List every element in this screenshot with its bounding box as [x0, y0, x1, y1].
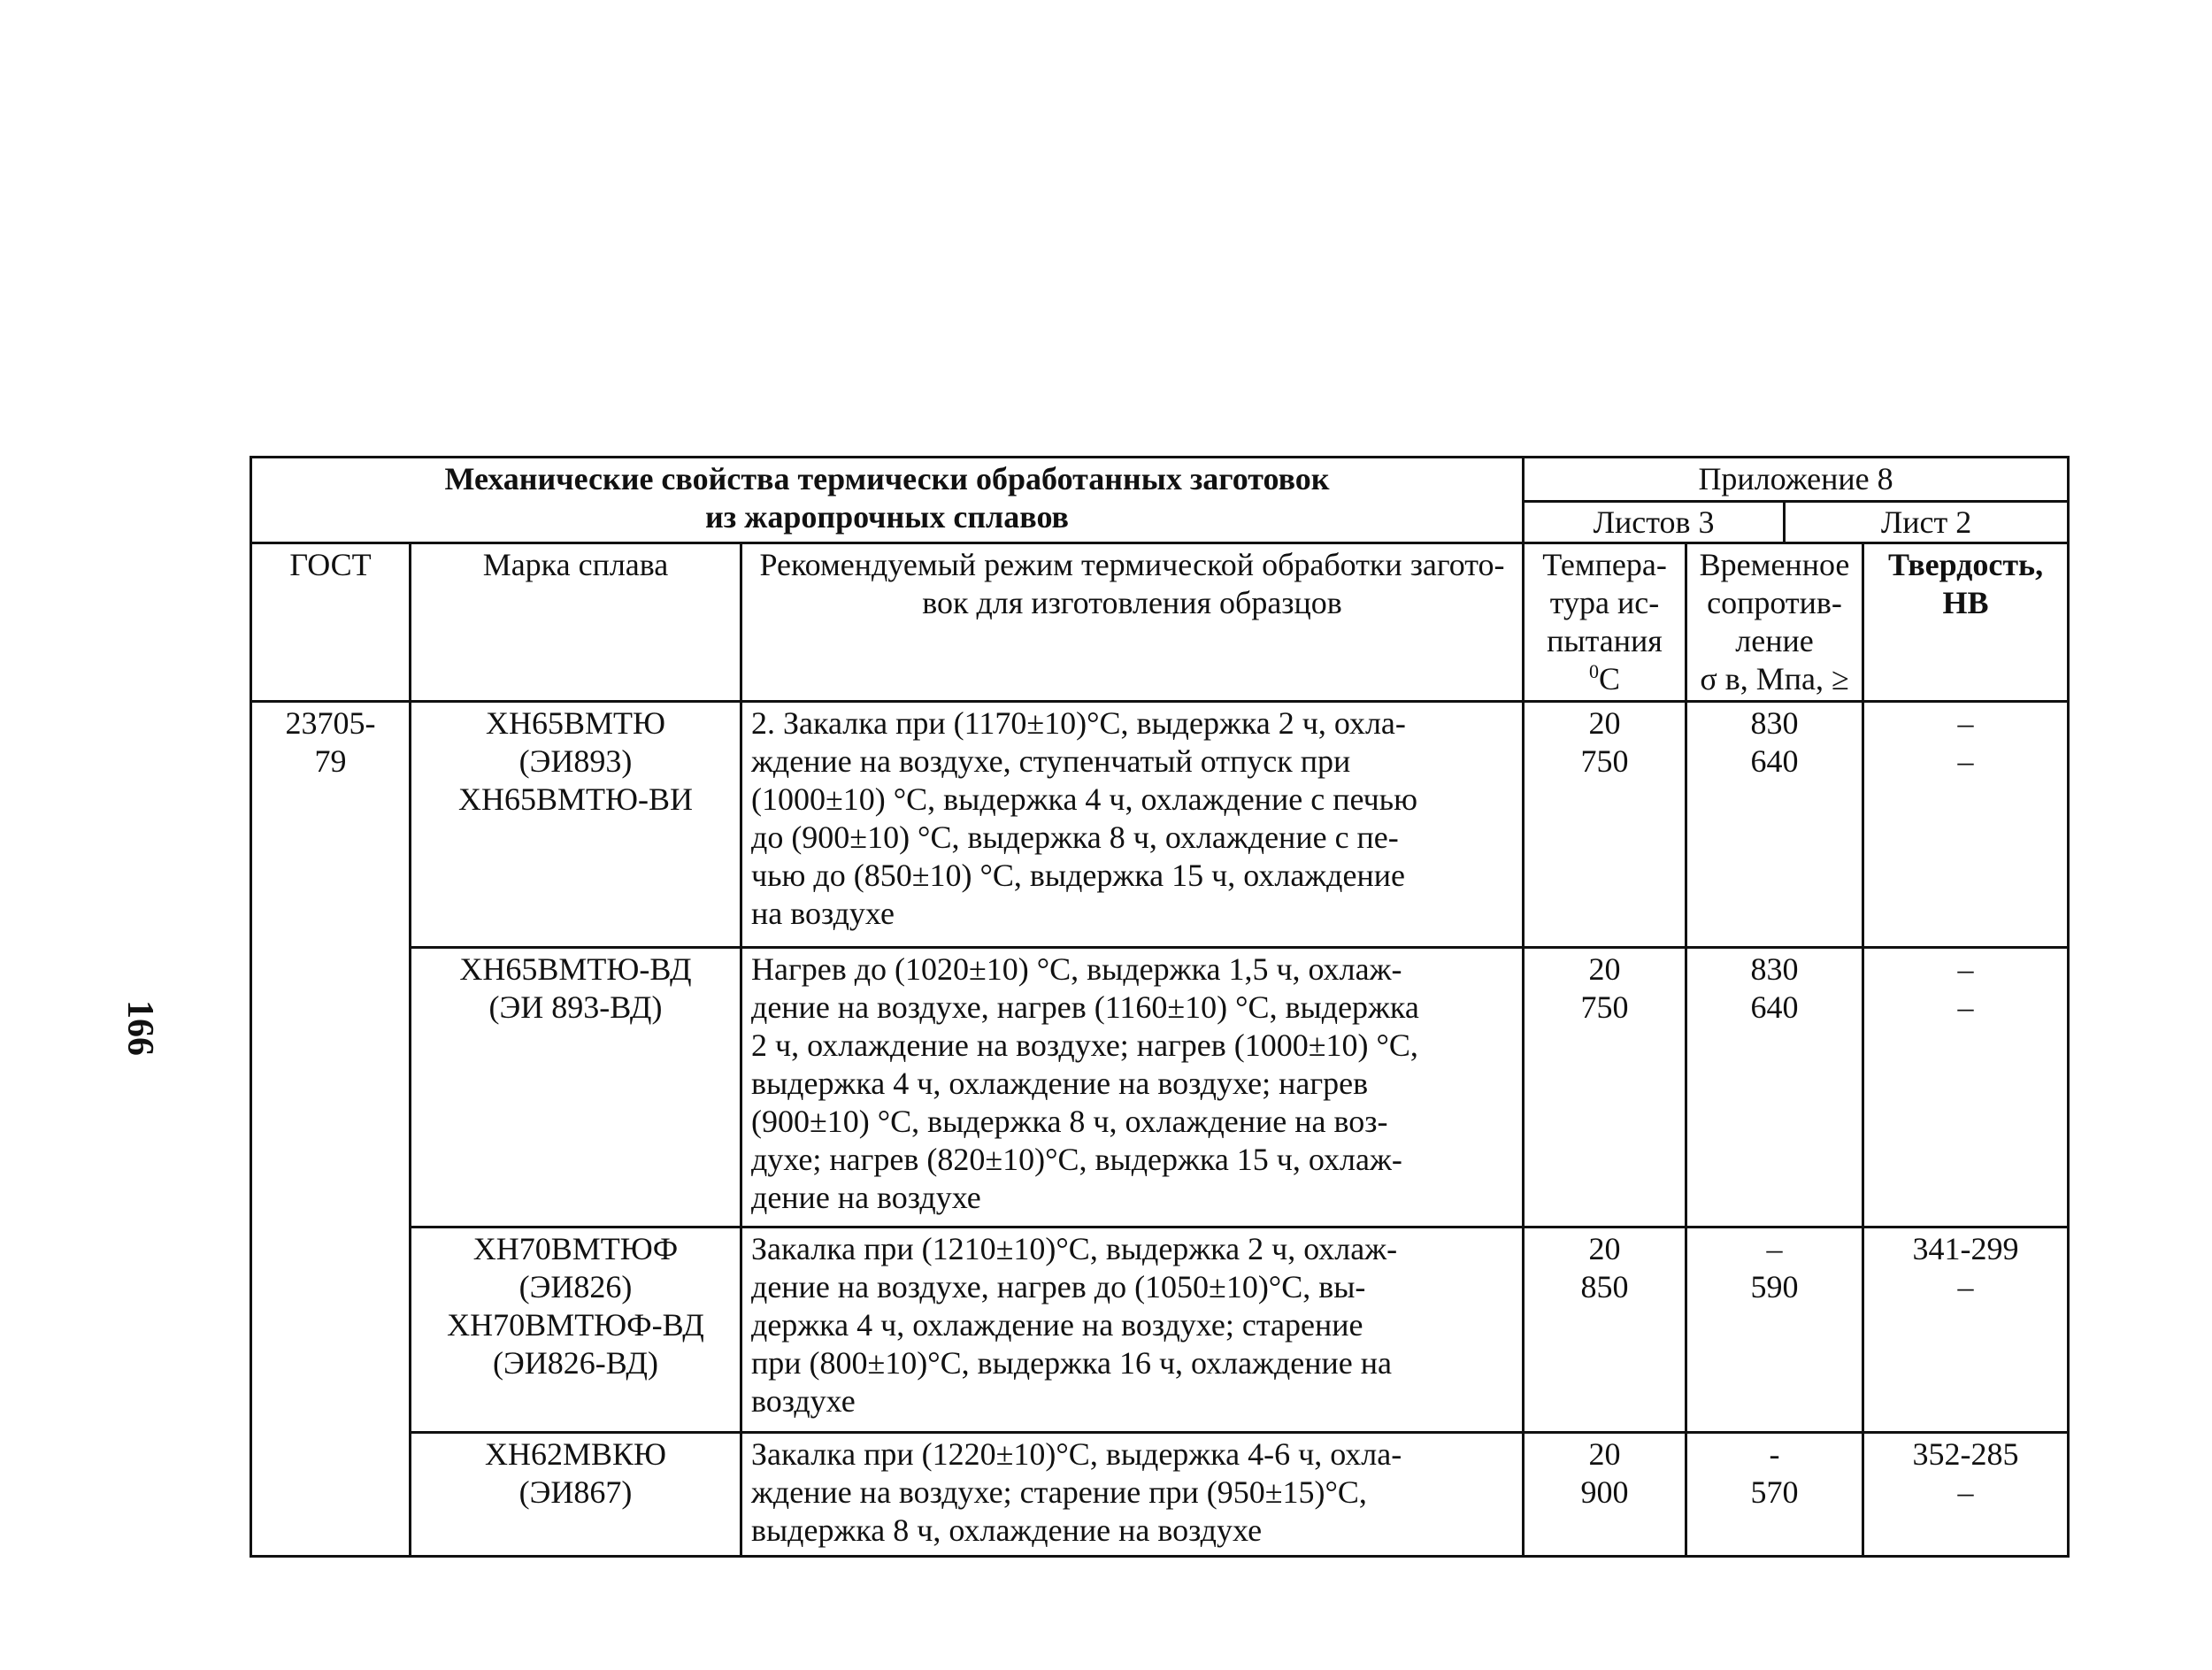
heat-treatment-cell-line: дение на воздухе, нагрев (1160±10) °С, выдержка: [751, 989, 1419, 1025]
alloy-grade-cell: [411, 948, 741, 1227]
test-temperature-cell-line: 750: [1580, 989, 1629, 1025]
hardness-cell-line: –: [1957, 989, 1974, 1025]
tensile-strength-cell-line: 590: [1750, 1269, 1799, 1304]
col-temp-header-line-2: тура ис-: [1549, 585, 1660, 620]
properties-table: [250, 456, 2070, 1558]
title-row-1: [251, 458, 2069, 502]
hardness-cell-line: –: [1957, 951, 1974, 987]
test-temperature-cell-line: 850: [1580, 1269, 1629, 1304]
alloy-grade-cell-line: ХН65ВМТЮ: [485, 705, 665, 741]
hardness-cell: [1863, 702, 2069, 948]
sheets-total: Листов 3: [1525, 503, 1786, 542]
test-temperature-cell: [1524, 1433, 1686, 1557]
alloy-grade-cell-line: ХН70ВМТЮФ-ВД: [447, 1307, 704, 1343]
heat-treatment-cell-line: Нагрев до (1020±10) °С, выдержка 1,5 ч, охлаж-: [751, 951, 1402, 987]
title-line-1: Механические свойства термически обработанных заготовок: [444, 461, 1330, 496]
hardness-cell-line: 352-285: [1912, 1436, 2019, 1472]
heat-treatment-cell-line: духе; нагрев (820±10)°С, выдержка 15 ч, охлаж-: [751, 1142, 1402, 1177]
alloy-grade-cell-line: ХН65ВМТЮ-ВД: [459, 951, 692, 987]
test-temperature-cell: [1524, 1227, 1686, 1433]
col-temp-header-line-3: пытания: [1547, 623, 1663, 658]
col-mode-header: [741, 543, 1524, 702]
column-header-row: [251, 543, 2069, 702]
alloy-grade-cell-line: (ЭИ867): [518, 1474, 633, 1510]
table-title: [251, 458, 1524, 543]
appendix-label: Приложение 8: [1524, 458, 2069, 502]
tensile-strength-cell-line: –: [1766, 1231, 1783, 1266]
hardness-cell-line: –: [1957, 743, 1974, 779]
alloy-grade-cell-line: (ЭИ893): [518, 743, 633, 779]
tensile-strength-cell-line: -: [1769, 1436, 1780, 1472]
gost-value-line-2: 79: [314, 743, 347, 779]
hardness-cell: [1863, 948, 2069, 1227]
degree-sup: 0: [1589, 660, 1600, 682]
alloy-grade-cell-line: ХН70ВМТЮФ: [472, 1231, 679, 1266]
col-mode-header-line-2: вок для изготовления образцов: [922, 585, 1342, 620]
alloy-grade-cell-line: (ЭИ826): [518, 1269, 633, 1304]
heat-treatment-cell-line: чью до (850±10) °С, выдержка 15 ч, охлаждение: [751, 858, 1405, 893]
col-temp-header: [1524, 543, 1686, 702]
alloy-grade-cell-line: (ЭИ826-ВД): [493, 1345, 658, 1381]
hardness-cell: [1863, 1433, 2069, 1557]
hardness-cell-line: 341-299: [1912, 1231, 2019, 1266]
sheets-cell: [1524, 502, 2069, 543]
heat-treatment-cell-line: ждение на воздухе; старение при (950±15)°С,: [751, 1474, 1367, 1510]
test-temperature-cell-line: 900: [1580, 1474, 1629, 1510]
alloy-grade-cell: [411, 1433, 741, 1557]
alloy-grade-cell-line: (ЭИ 893-ВД): [488, 989, 663, 1025]
table-row: [251, 948, 2069, 1227]
col-strength-header-line-4: σ в, Мпа, ≥: [1700, 661, 1849, 696]
col-temp-header-line-1: Темпера-: [1542, 547, 1667, 582]
alloy-grade-cell-line: ХН65ВМТЮ-ВИ: [457, 781, 693, 817]
table-row: [251, 1227, 2069, 1433]
heat-treatment-cell: [741, 1433, 1524, 1557]
tensile-strength-cell: [1686, 948, 1863, 1227]
heat-treatment-cell-line: до (900±10) °С, выдержка 8 ч, охлаждение с пе-: [751, 820, 1399, 855]
heat-treatment-cell-line: выдержка 8 ч, охлаждение на воздухе: [751, 1512, 1263, 1548]
heat-treatment-cell-line: при (800±10)°С, выдержка 16 ч, охлаждение на: [751, 1345, 1393, 1381]
test-temperature-cell: [1524, 948, 1686, 1227]
heat-treatment-cell-line: Закалка при (1210±10)°С, выдержка 2 ч, охлаж-: [751, 1231, 1398, 1266]
table-row: [251, 702, 2069, 948]
alloy-grade-cell-line: ХН62МВКЮ: [484, 1436, 667, 1472]
test-temperature-cell: [1524, 702, 1686, 948]
heat-treatment-cell-line: на воздухе: [751, 896, 895, 931]
hardness-cell: [1863, 1227, 2069, 1433]
test-temperature-cell-line: 20: [1588, 705, 1621, 741]
sheet-current: Лист 2: [1880, 504, 1972, 540]
table-row: [251, 1433, 2069, 1557]
tensile-strength-cell: [1686, 1433, 1863, 1557]
tensile-strength-cell-line: 640: [1750, 989, 1799, 1025]
page-number: 166: [119, 1000, 160, 1056]
tensile-strength-cell-line: 570: [1750, 1474, 1799, 1510]
table-body: [251, 702, 2069, 1557]
title-line-2: из жаропрочных сплавов: [705, 499, 1069, 535]
col-strength-header-line-3: ление: [1735, 623, 1814, 658]
heat-treatment-cell-line: воздухе: [751, 1383, 856, 1419]
col-gost-header: ГОСТ: [251, 543, 411, 702]
test-temperature-cell-line: 20: [1588, 1231, 1621, 1266]
hardness-cell-line: –: [1957, 1269, 1974, 1304]
heat-treatment-cell-line: ждение на воздухе, ступенчатый отпуск при: [751, 743, 1351, 779]
col-hardness-header-line-2: НВ: [1942, 585, 1989, 620]
heat-treatment-cell-line: держка 4 ч, охлаждение на воздухе; старение: [751, 1307, 1363, 1343]
heat-treatment-cell-line: (900±10) °С, выдержка 8 ч, охлаждение на воз-: [751, 1104, 1388, 1139]
heat-treatment-cell-line: (1000±10) °С, выдержка 4 ч, охлаждение с печью: [751, 781, 1417, 817]
alloy-grade-cell: [411, 1227, 741, 1433]
gost-cell: [251, 702, 411, 1557]
col-strength-header-line-2: сопротив-: [1707, 585, 1842, 620]
heat-treatment-cell-line: Закалка при (1220±10)°С, выдержка 4-6 ч, охла-: [751, 1436, 1402, 1472]
heat-treatment-cell-line: 2. Закалка при (1170±10)°С, выдержка 2 ч, охла-: [751, 705, 1406, 741]
col-temp-header-unit: [1533, 660, 1676, 698]
temp-unit: C: [1599, 661, 1621, 696]
heat-treatment-cell: [741, 1227, 1524, 1433]
heat-treatment-cell: [741, 702, 1524, 948]
tensile-strength-cell: [1686, 702, 1863, 948]
hardness-cell-line: –: [1957, 705, 1974, 741]
test-temperature-cell-line: 20: [1588, 951, 1621, 987]
heat-treatment-cell-line: дение на воздухе: [751, 1180, 981, 1215]
test-temperature-cell-line: 750: [1580, 743, 1629, 779]
col-marka-header: Марка сплава: [411, 543, 741, 702]
tensile-strength-cell: [1686, 1227, 1863, 1433]
gost-value-line-1: 23705-: [285, 705, 376, 741]
heat-treatment-cell-line: выдержка 4 ч, охлаждение на воздухе; нагрев: [751, 1066, 1369, 1101]
test-temperature-cell-line: 20: [1588, 1436, 1621, 1472]
col-hardness-header-line-1: Твердость,: [1887, 547, 2044, 582]
tensile-strength-cell-line: 830: [1750, 951, 1799, 987]
tensile-strength-cell-line: 640: [1750, 743, 1799, 779]
col-mode-header-line-1: Рекомендуемый режим термической обработки загото-: [759, 547, 1505, 582]
hardness-cell-line: –: [1957, 1474, 1974, 1510]
col-strength-header-line-1: Временное: [1699, 547, 1850, 582]
col-strength-header: [1686, 543, 1863, 702]
heat-treatment-cell: [741, 948, 1524, 1227]
heat-treatment-cell-line: 2 ч, охлаждение на воздухе; нагрев (1000±10) °С,: [751, 1027, 1418, 1063]
alloy-grade-cell: [411, 702, 741, 948]
heat-treatment-cell-line: дение на воздухе, нагрев до (1050±10)°С, вы-: [751, 1269, 1366, 1304]
col-hardness-header: [1863, 543, 2069, 702]
tensile-strength-cell-line: 830: [1750, 705, 1799, 741]
